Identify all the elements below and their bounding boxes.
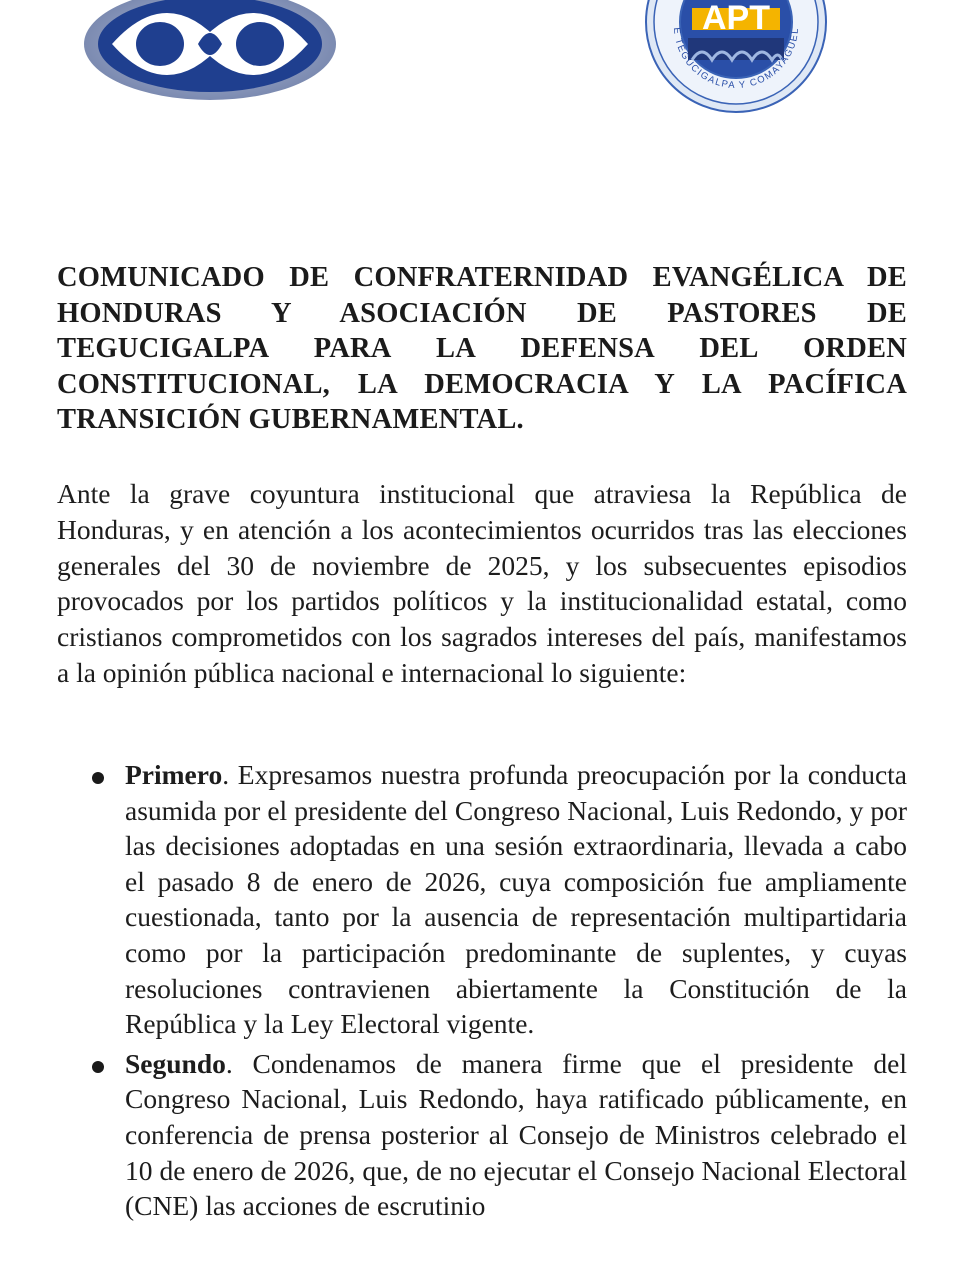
bullet-icon: [92, 1061, 104, 1073]
point-text: . Expresamos nuestra profunda preocupación por la conducta asumida por el presidente del Congreso Nacional, Luis Redondo, y por las decisiones adoptadas en una sesión extraordinaria, llevada a cabo el pasado 8 de enero de 2026, cuya composición fue ampliamente cuestionada, tanto por la ausencia de representación multipartidaria como por la participación predominante de suplentes, y cuyas resoluciones contravienen abiertamente la Constitución de la República y la Ley Electoral vigente.: [125, 759, 907, 1040]
list-item: [0, 1046, 907, 1224]
list-item: [0, 757, 907, 1042]
points-list: [0, 757, 960, 1228]
intro-paragraph: Ante la grave coyuntura institucional que atraviesa la República de Honduras, y en atención a los acontecimientos ocurridos tras las elecciones generales del 30 de noviembre de 2025, y los subsecuentes episodios provocados por los partidos políticos y la institucionalidad estatal, como cristianos comprometidos con los sagrados intereses del país, manifestamos a la opinión pública nacional e internacional lo siguiente:: [57, 478, 907, 688]
point-lead: Primero: [125, 759, 223, 790]
apt-seal: [644, 0, 828, 114]
confraternidad-logo: [82, 0, 338, 102]
apt-seal-text: APT: [702, 0, 770, 37]
bullet-icon: [92, 772, 104, 784]
point-text: . Condenamos de manera firme que el presidente del Congreso Nacional, Luis Redondo, haya ratificado públicamente, en conferencia de prensa posterior al Consejo de Ministros celebrado el 10 de enero de 2026, que, de no ejecutar el Consejo Nacional Electoral (CNE) las acciones de escrutinio: [125, 1047, 907, 1222]
communique-title: COMUNICADO DE CONFRATERNIDAD EVANGÉLICA DE HONDURAS Y ASOCIACIÓN DE PASTORES DE TEGUCIGALPA PARA LA DEFENSA DEL ORDEN CONSTITUCIONAL, LA DEMOCRACIA Y LA PACÍFICA TRANSICIÓN GUBERNAMENTAL.: [57, 262, 907, 435]
apt-seal-ring-bottom: E TEGUCIGALPA Y COMAYAGÜEL: [670, 26, 802, 92]
point-lead: Segundo: [125, 1047, 226, 1079]
